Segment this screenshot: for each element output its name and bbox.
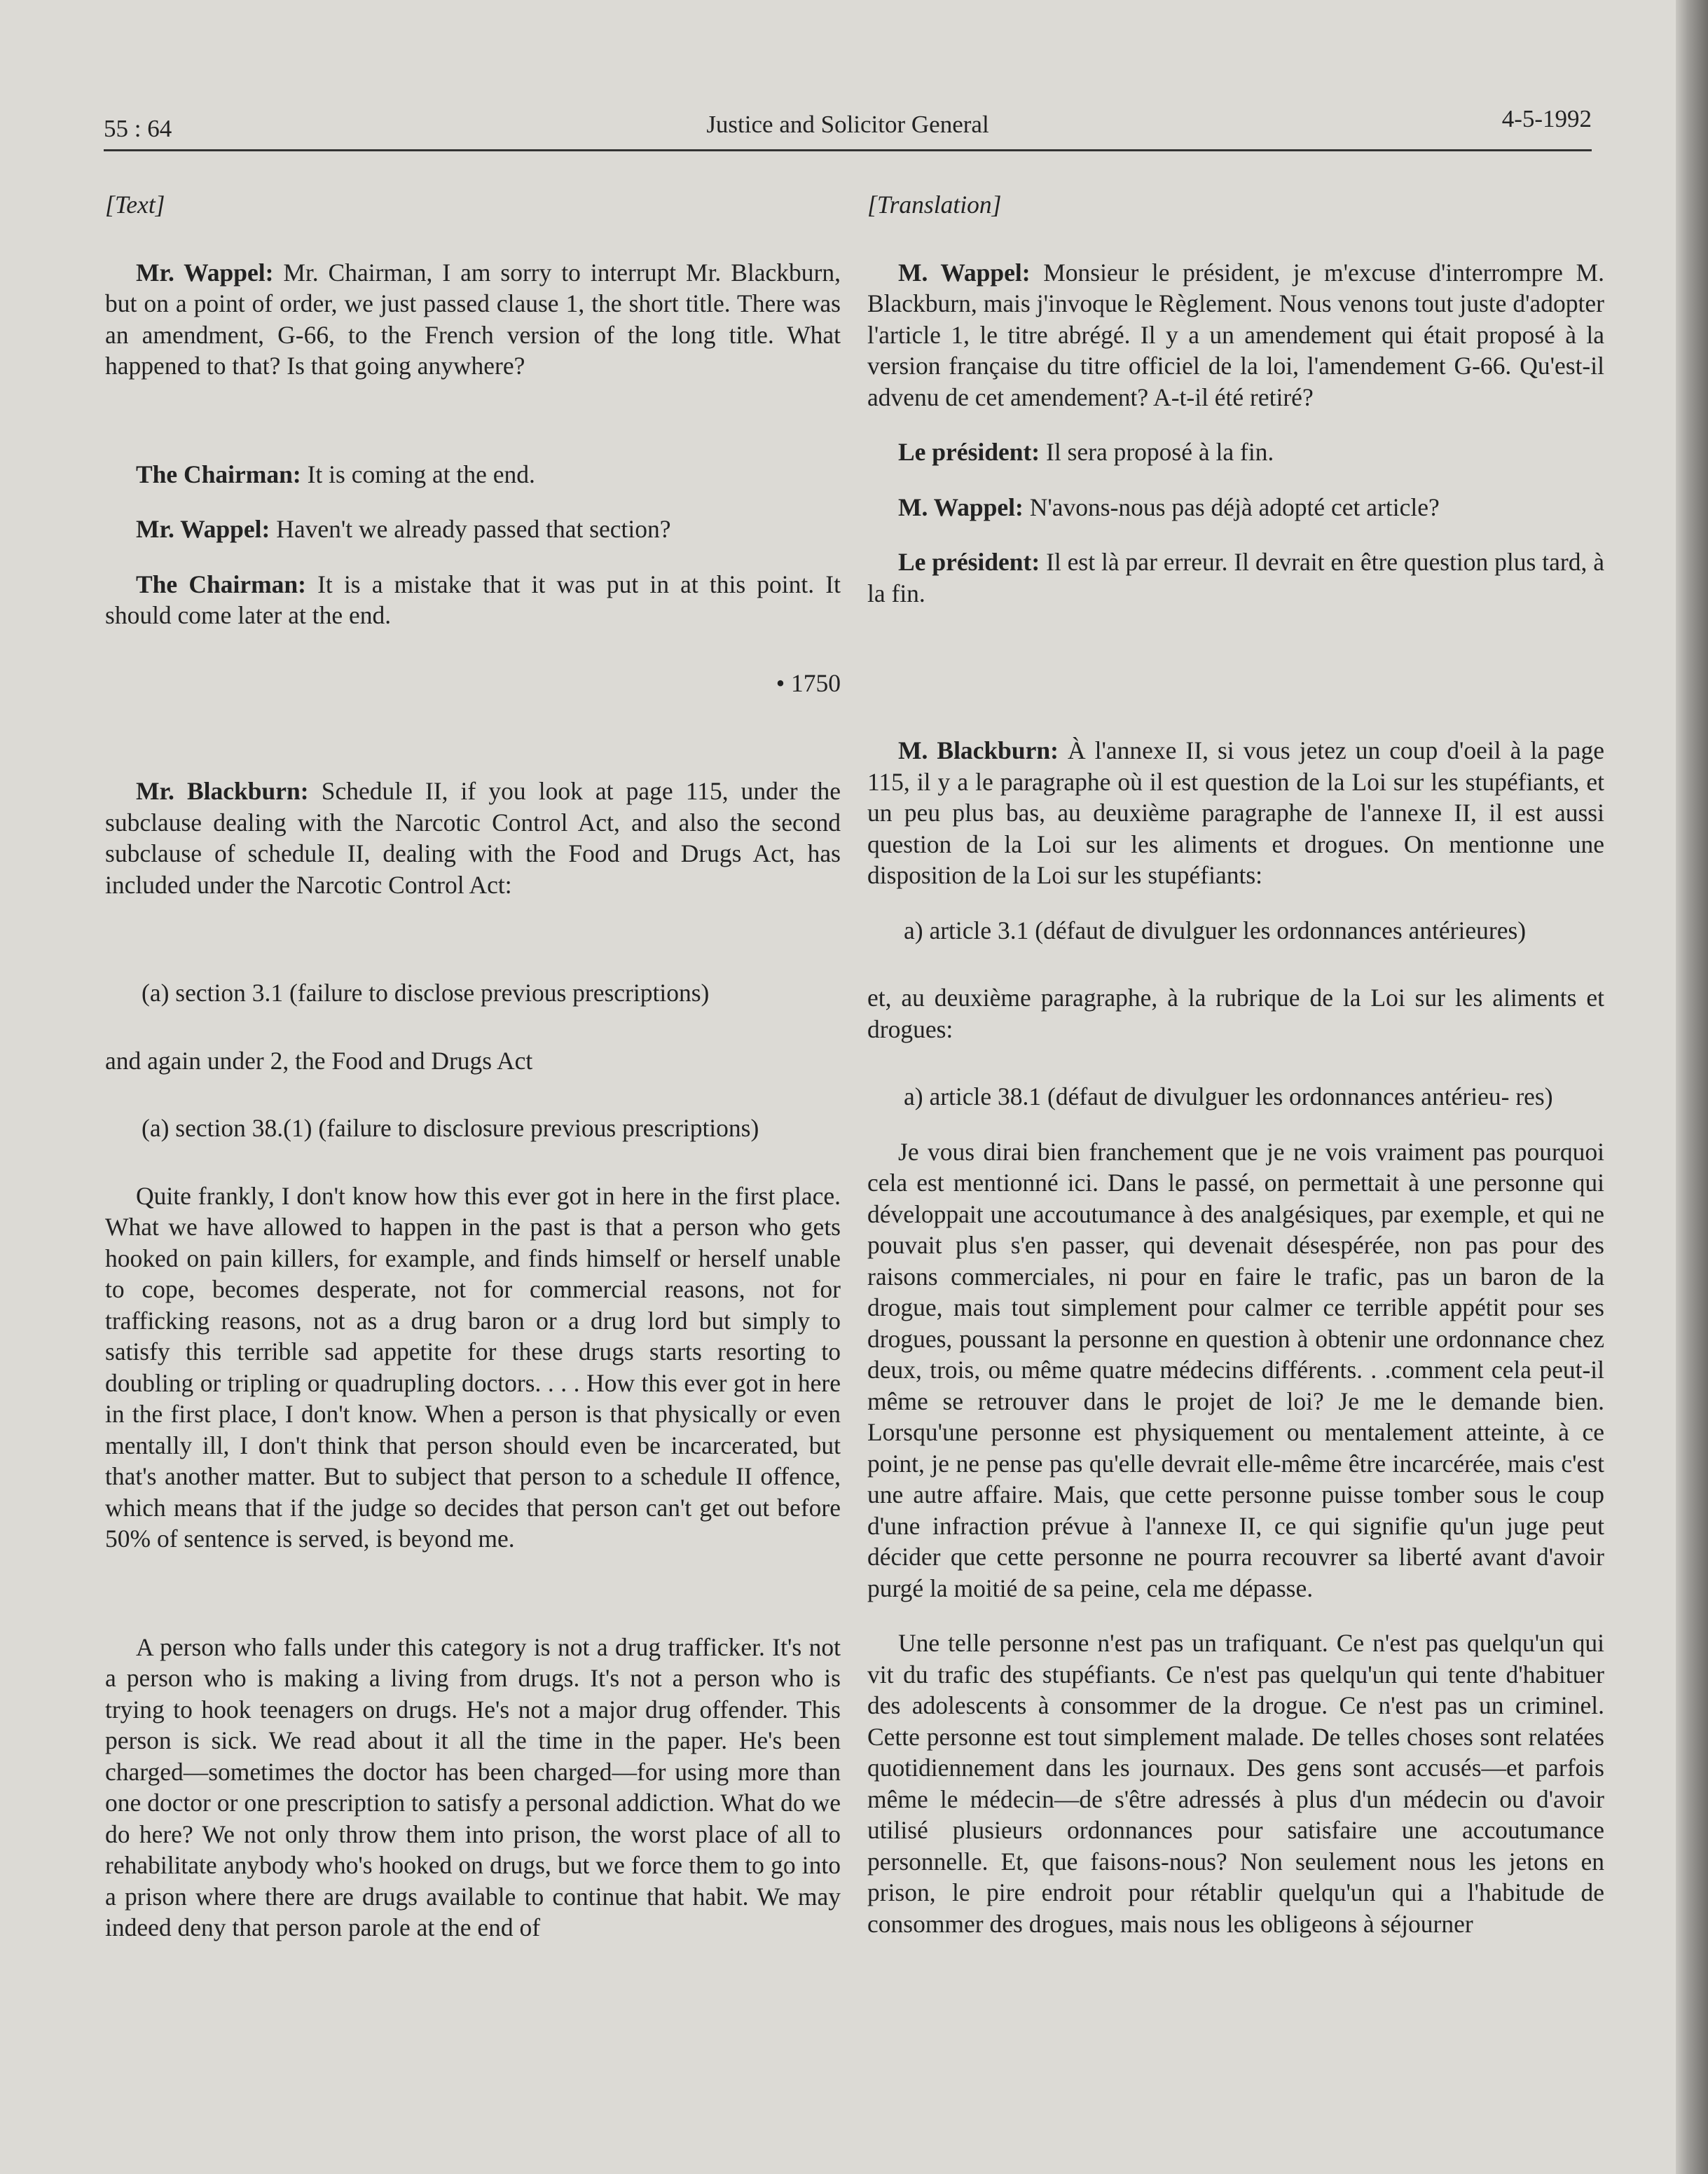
speech-text: Mr. Chairman, I am sorry to interrupt Mr. Blackburn, but on a point of order, we just passed clause 1, the short title. There was an amendment, G-66, to the French version of the long title. What happened to that? Is that going anywhere?	[105, 258, 841, 380]
paragraph	[105, 514, 841, 545]
paragraph	[105, 459, 841, 490]
paragraph: and again under 2, the Food and Drugs Act	[105, 1046, 533, 1075]
speech-text: Haven't we already passed that section?	[270, 515, 671, 543]
translation-label: [Translation]	[867, 191, 1002, 219]
paragraph	[867, 546, 1604, 609]
paragraph	[867, 492, 1604, 523]
quoted-provision: (a) section 38.(1) (failure to disclosure previous prescriptions)	[142, 1114, 759, 1142]
english-column	[105, 189, 841, 1943]
paragraph	[867, 436, 1604, 468]
speaker-name: Mr. Wappel:	[136, 515, 270, 543]
paragraph: Une telle personne n'est pas un trafiquant. Ce n'est pas quelqu'un qui vit du trafic des stupéfiants. Ce n'est pas quelqu'un qui tente d'habituer des adolescents à consommer de la drogue. Ce n'est pas un criminel. Cette personne est tout simplement malade. De telles choses sont relatées quotidiennement dans les journaux. Des gens sont accusés—et parfois même le médecin—de s'être adressés à plus d'un médecin ou d'avoir utilisé plusieurs ordonnances pour satisfaire une accoutumance personnelle. Et, que faisons-nous? Non seulement nous les jetons en prison, le pire endroit pour rétablir quelqu'un qui a l'habitude de consommer des drogues, mais nous les obligeons à séjourner	[867, 1629, 1604, 1938]
speaker-name: Mr. Wappel:	[136, 258, 274, 287]
speech-text: Monsieur le président, je m'excuse d'interrompre M. Blackburn, mais j'invoque le Règlement. Nous venons tout juste d'adopter l'article 1, le titre abrégé. Il y a un amendement qui était proposé à la version française du titre officiel de la loi, l'amendement G-66. Qu'est-il advenu de cet amendement? A-t-il été retiré?	[867, 258, 1605, 411]
paragraph	[867, 257, 1604, 413]
page-number: 55 : 64	[104, 115, 172, 142]
paragraph: et, au deuxième paragraphe, à la rubrique de la Loi sur les aliments et drogues:	[867, 984, 1604, 1043]
speech-text: Schedule II, if you look at page 115, under the subclause dealing with the Narcotic Control Act, and also the second subclause of schedule II, dealing with the Food and Drugs Act, has included under the Narcotic Control Act:	[105, 777, 841, 899]
speech-text: It is a mistake that it was put in at this point. It should come later at the end.	[105, 570, 841, 629]
quoted-provision: a) article 38.1 (défaut de divulguer les ordonnances antérieu- res)	[904, 1082, 1553, 1110]
speaker-name: M. Blackburn:	[898, 736, 1059, 764]
speaker-name: The Chairman:	[136, 460, 301, 488]
header-title: Justice and Solicitor General	[706, 111, 989, 138]
speaker-name: Mr. Blackburn:	[136, 777, 309, 805]
book-spine-edge	[1676, 0, 1708, 2174]
quoted-provision: a) article 3.1 (défaut de divulguer les ordonnances antérieures)	[904, 916, 1527, 944]
speaker-name: The Chairman:	[136, 570, 306, 598]
running-header	[104, 105, 1592, 154]
paragraph: Quite frankly, I don't know how this ever got in here in the first place. What we have allowed to happen in the past is that a person who gets hooked on pain killers, for example, and finds himself or herself unable to cope, becomes desperate, not for commercial reasons, not for trafficking reasons, not as a drug baron or a drug lord but simply to satisfy this terrible sad appetite for these drugs starts resorting to doubling or tripling or quadrupling doctors. . . . How this ever got in here in the first place, I don't know. When a person is that physically or even mentally ill, I don't think that person should even be incarcerated, but that's another matter. But to subject that person to a schedule II offence, which means that if the judge so decides that person can't get out before 50% of sentence is served, is beyond me.	[105, 1181, 841, 1553]
speech-text: Il est là par erreur. Il devrait en être question plus tard, à la fin.	[867, 548, 1604, 607]
speech-text: Il sera proposé à la fin.	[1040, 438, 1274, 466]
paragraph: Je vous dirai bien franchement que je ne vois vraiment pas pourquoi cela est mentionné ici. Dans le passé, on permettait à une personne qui développait une accoutumance à des analgésiques, par exemple, et qui ne pouvait plus s'en passer, qui devenait désespérée, non pas pour des raisons commerciales, ni pour en faire le trafic, pas un baron de la drogue, mais tout simplement pour calmer ce terrible appétit pour ses drogues, poussant la personne en question à obtenir une ordonnance chez deux, trois, ou même quatre médecins différents. . .comment cela peut-il même se retrouver dans le projet de loi? Je me le demande bien. Lorsqu'une personne est physiquement ou mentalement atteinte, à ce point, je ne pense pas qu'elle devrait elle-même être incarcérée, mais c'est une autre affaire. Mais, que cette personne puisse tomber sous le coup d'une infraction prévue à l'annexe II, ce qui signifie qu'un juge peut décider que cette personne ne pourra recouvrer sa liberté avant d'avoir purgé la moitié de sa peine, cela me dépasse.	[867, 1137, 1604, 1602]
header-date: 4-5-1992	[1501, 105, 1592, 132]
speech-text: À l'annexe II, si vous jetez un coup d'oeil à la page 115, il y a le paragraphe où il est question de la Loi sur les stupéfiants, et un peu plus bas, au deuxième paragraphe de l'annexe II, il est aussi question de la Loi sur les aliments et drogues. On mentionne une disposition de la Loi sur les stupéfiants:	[867, 736, 1605, 889]
paragraph	[105, 776, 841, 900]
speaker-name: Le président:	[898, 548, 1040, 576]
paragraph	[867, 735, 1604, 891]
speech-text: N'avons-nous pas déjà adopté cet article?	[1023, 493, 1440, 521]
speech-text: It is coming at the end.	[301, 460, 535, 488]
speaker-name: M. Wappel:	[898, 493, 1024, 521]
speaker-name: Le président:	[898, 438, 1040, 466]
paragraph: A person who falls under this category is not a drug trafficker. It's not a person who is making a living from drugs. It's not a person who is trying to hook teenagers on drugs. He's not a major drug offender. This person is sick. We read about it all the time in the paper. He's been charged—sometimes the doctor has been charged—for using more than one doctor or one prescription to satisfy a personal addiction. What do we do here? We not only throw them into prison, the worst place of all to rehabilitate anybody who's hooked on drugs, but we force them to go into a prison where there are drugs available to continue that habit. We may indeed deny that person parole at the end of	[105, 1632, 841, 1941]
header-rule	[104, 149, 1592, 151]
french-column	[867, 189, 1604, 1939]
speaker-name: M. Wappel:	[898, 258, 1031, 287]
quoted-provision: (a) section 3.1 (failure to disclose previous prescriptions)	[142, 979, 710, 1007]
paragraph	[105, 257, 841, 382]
paragraph	[105, 569, 841, 631]
text-label: [Text]	[105, 191, 165, 219]
time-stamp: • 1750	[776, 668, 841, 697]
